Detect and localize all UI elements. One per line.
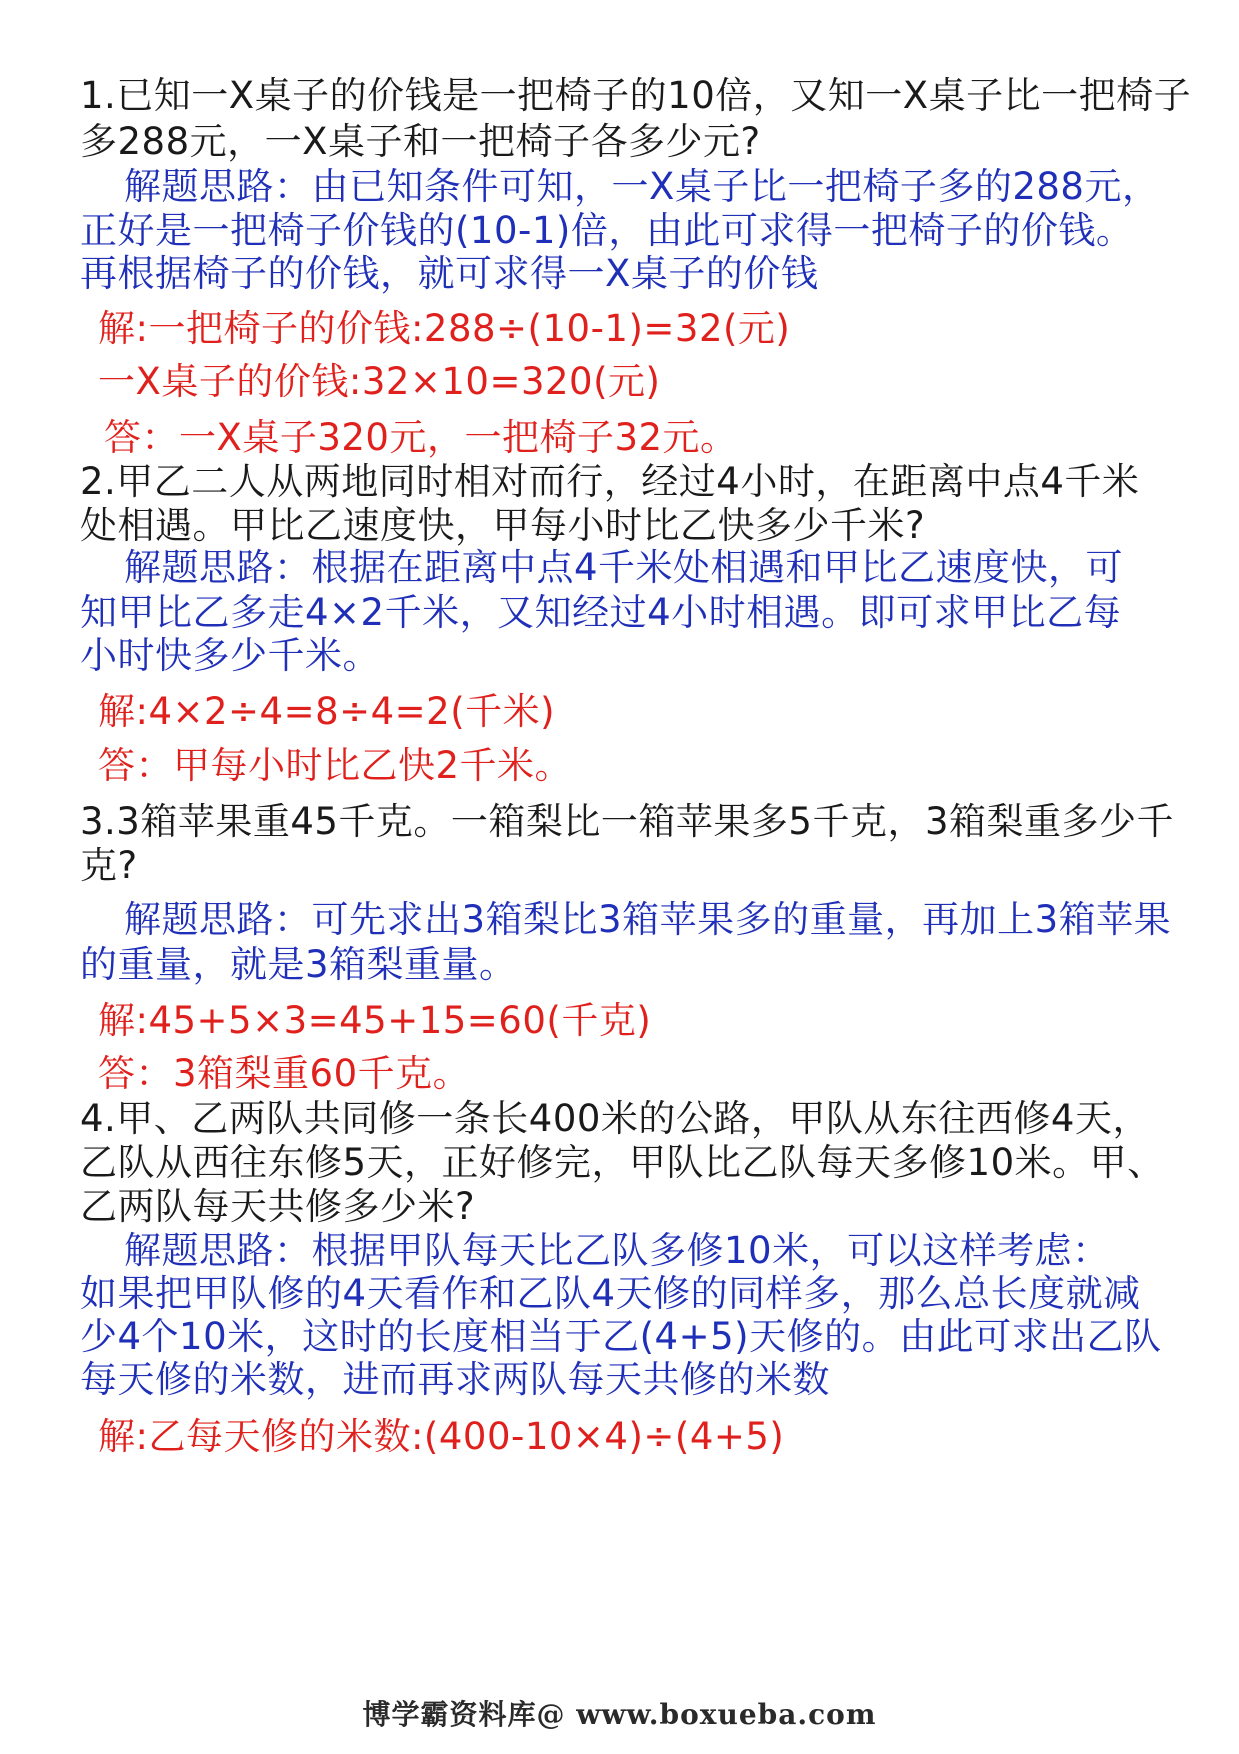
problem-4-solution-line-1: 解:乙每天修的米数:(400-10×4)÷(4+5) (98, 1415, 785, 1458)
problem-4-question-line-1: 4.甲、乙两队共同修一条长400米的公路，甲队从东往西修4天， (80, 1097, 1150, 1140)
problem-4-hint-line-2: 如果把甲队修的4天看作和乙队4天修的同样多，那么总长度就减 (80, 1272, 1141, 1315)
problem-1-solution-line-2: 一X桌子的价钱:32×10=320(元) (98, 360, 661, 403)
problem-1-hint-line-3: 再根据椅子的价钱，就可求得一X桌子的价钱 (80, 252, 819, 295)
problem-4-question-line-3: 乙两队每天共修多少米? (80, 1185, 476, 1228)
problem-2-hint-line-1: 解题思路：根据在距离中点4千米处相遇和甲比乙速度快，可 (124, 546, 1124, 589)
problem-4-hint-line-1: 解题思路：根据甲队每天比乙队多修10米，可以这样考虑： (124, 1229, 1110, 1272)
problem-1-question-line-1: 1.已知一X桌子的价钱是一把椅子的10倍，又知一X桌子比一把椅子 (80, 74, 1192, 117)
problem-1-question-line-2: 多288元，一X桌子和一把椅子各多少元? (80, 120, 761, 163)
problem-2-question-line-1: 2.甲乙二人从两地同时相对而行，经过4小时，在距离中点4千米 (80, 460, 1140, 503)
problem-2-solution-line-1: 解:4×2÷4=8÷4=2(千米) (98, 690, 556, 733)
problem-2-hint-line-3: 小时快多少千米。 (80, 634, 380, 677)
problem-1-answer: 答：一X桌子320元，一把椅子32元。 (104, 416, 738, 459)
problem-4-hint-line-4: 每天修的米数，进而再求两队每天共修的米数 (80, 1358, 830, 1401)
problem-3-answer: 答：3箱梨重60千克。 (98, 1052, 471, 1095)
problem-3-question-line-1: 3.3箱苹果重45千克。一箱梨比一箱苹果多5千克，3箱梨重多少千 (80, 800, 1175, 843)
footer-watermark: 博学霸资料库@ www.boxueba.com (362, 1698, 877, 1731)
problem-3-solution-line-1: 解:45+5×3=45+15=60(千克) (98, 999, 652, 1042)
problem-2-question-line-2: 处相遇。甲比乙速度快，甲每小时比乙快多少千米? (80, 504, 926, 547)
problem-4-question-line-2: 乙队从西往东修5天，正好修完，甲队比乙队每天多修10米。甲、 (80, 1141, 1165, 1184)
problem-1-hint-line-2: 正好是一把椅子价钱的(10-1)倍，由此可求得一把椅子的价钱。 (80, 209, 1134, 252)
problem-1-hint-line-1: 解题思路：由已知条件可知，一X桌子比一把椅子多的288元， (124, 165, 1160, 208)
problem-3-hint-line-1: 解题思路：可先求出3箱梨比3箱苹果多的重量，再加上3箱苹果 (124, 898, 1172, 941)
problem-3-question-line-2: 克? (80, 844, 138, 887)
problem-2-answer: 答：甲每小时比乙快2千米。 (98, 744, 573, 787)
problem-2-hint-line-2: 知甲比乙多走4×2千米，又知经过4小时相遇。即可求甲比乙每 (80, 591, 1122, 634)
problem-3-hint-line-2: 的重量，就是3箱梨重量。 (80, 943, 517, 986)
problem-1-solution-line-1: 解:一把椅子的价钱:288÷(10-1)=32(元) (98, 307, 791, 350)
problem-4-hint-line-3: 少4个10米，这时的长度相当于乙(4+5)天修的。由此可求出乙队 (80, 1315, 1162, 1358)
